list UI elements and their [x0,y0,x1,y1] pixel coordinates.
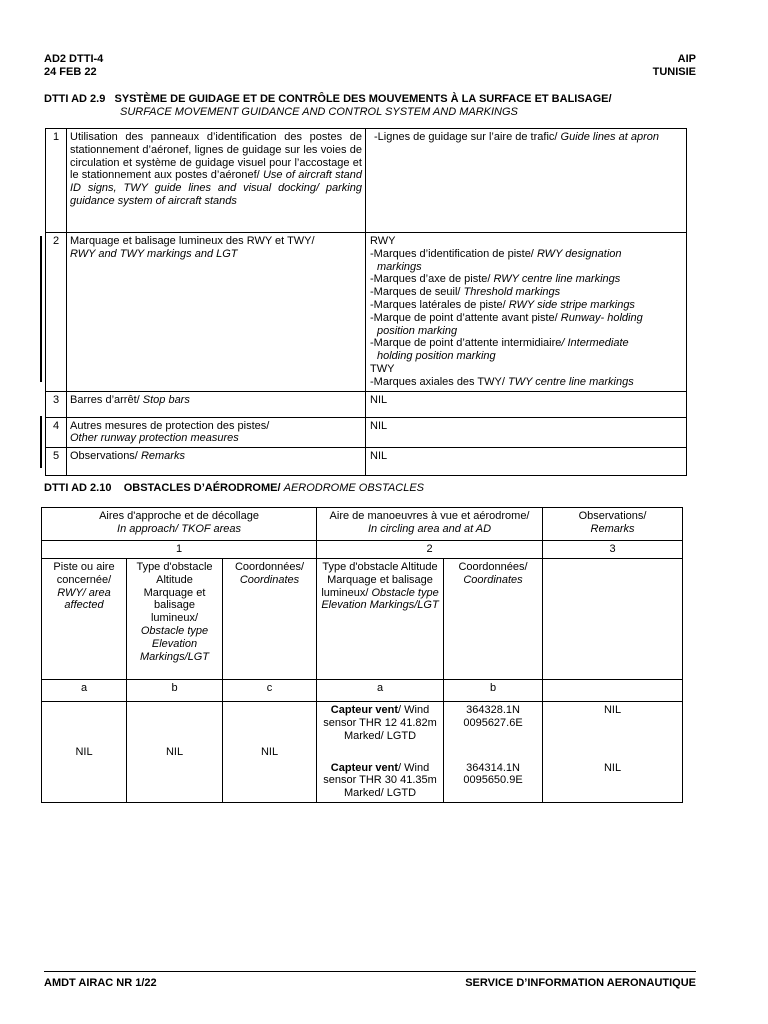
row-value: NIL [366,448,687,476]
change-bar [40,416,42,468]
marking-item [370,286,683,299]
subheader-en: Coordinates [463,573,523,586]
marking-fr: -Marque de point d’attente avant piste/ [370,311,558,324]
subheader-obstacle [127,559,223,680]
subheader-obstacle [317,559,444,680]
desc-en: Other runway protection measures [70,432,239,445]
desc-fr: Autres mesures de protection des pistes/ [70,419,270,432]
table-row [46,417,687,448]
obstacle-type-bold: Capteur vent [330,761,399,774]
latitude: 364328.1N [466,704,520,716]
row-value [366,129,687,233]
obstacle-2-coords [444,760,543,803]
row-description [67,417,366,448]
footer-divider [44,971,696,972]
section-210-code: DTTI AD 2.10 [44,482,112,494]
subheader-empty [543,559,683,680]
col-letter: b [444,680,543,702]
table-row [46,448,687,476]
marking-en-cont: holding position marking [377,350,496,363]
marking-en: Threshold markings [463,286,561,299]
value-fr: -Lignes de guidage sur l’aire de trafic/ [374,131,558,143]
marking-fr: -Marques d’identification de piste/ [370,247,534,260]
header-circling [317,508,543,541]
header-remarks [543,508,683,541]
smgcs-table [45,128,687,476]
desc-fr: Barres d’arrêt/ [70,393,140,406]
header-doc-block [44,53,103,79]
section-29-title-en: SURFACE MOVEMENT GUIDANCE AND CONTROL SYSTEM AND MARKINGS [120,106,518,118]
subheader-fr: Coordonnées/ [458,561,528,573]
obstacle-type-bold: Capteur vent [330,704,399,716]
row-description [67,129,366,233]
cell-nil: NIL [127,702,223,803]
cell-nil: NIL [42,702,127,803]
value-en: Guide lines at apron [560,131,659,143]
section-210-title-en: AERODROME OBSTACLES [283,482,424,494]
header-approach-fr: Aires d'approche et de décollage [99,510,259,522]
footer-amdt: AMDT AIRAC NR 1/22 [44,977,157,989]
row-number: 4 [46,417,67,448]
marking-en: RWY side stripe markings [508,298,635,311]
marking-fr: -Marque de point d’attente intermidiaire [370,337,562,350]
marking-en-cont: markings [377,260,422,273]
obstacle-2-remarks: NIL [543,760,683,803]
subheader-rwy [42,559,127,680]
marking-item [370,376,683,389]
rwy-label: RWY [370,235,396,247]
desc-fr: Marquage et balisage lumineux des RWY et TWY/ [70,235,315,247]
longitude: 0095650.9E [463,774,523,787]
col-number: 3 [543,541,683,559]
subheader-en: Coordinates [239,573,300,586]
row-number: 1 [46,129,67,233]
marking-item [370,299,683,312]
marking-item [370,248,683,261]
marking-fr: -Marques latérales de piste/ [370,298,506,311]
table-number-row [42,541,683,559]
marking-en: TWY centre line markings [507,375,634,388]
marking-item [370,337,683,350]
row-description [67,233,366,392]
header-approach-en: In approach/ TKOF areas [117,522,241,535]
header-circling-fr: Aire de manoeuvres à vue et aérodrome/ [329,510,530,522]
subheader-en: Obstacle type Elevation Markings/LGT [139,624,210,663]
subheader-coordinates [444,559,543,680]
col-letter: b [127,680,223,702]
row-value: NIL [366,417,687,448]
header-aip-block [653,53,696,79]
marking-en: RWY designation [536,247,622,260]
row-value: NIL [366,391,687,417]
subheader-coordinates [223,559,317,680]
subheader-fr: Piste ou aire concernée/ [53,561,115,586]
col-number: 1 [42,541,317,559]
desc-en: Use of aircraft stand ID signs, TWY guide lines and visual docking/ parking guidance system of aircraft stands [70,169,362,207]
col-letter: a [42,680,127,702]
desc-fr: Utilisation des panneaux d’identification des postes de stationnement d’aéronef, lignes de guidage sur les voies de circulation et système de guidage visuel pour l’accostage et le stationnement aux postes d’aéronef/ [70,131,362,182]
marking-en-cont: position marking [377,324,458,337]
table-row [42,702,683,760]
table-row [46,391,687,417]
subheader-en: RWY/ area affected [57,586,111,612]
row-number: 5 [46,448,67,476]
col-letter-empty [543,680,683,702]
subheader-en: Obstacle type Elevation Markings/LGT [321,586,439,612]
row-number: 3 [46,391,67,417]
doc-date: 24 FEB 22 [44,66,97,78]
obstacle-1-coords [444,702,543,760]
cell-nil: NIL [223,702,317,803]
col-letter: a [317,680,444,702]
table-header-row [42,508,683,541]
obstacle-details: / Wind sensor THR 30 41.35m Marked/ LGTD [323,761,437,800]
table-subheader-row [42,559,683,680]
table-row [46,129,687,233]
section-29-title-fr: SYSTÈME DE GUIDAGE ET DE CONTRÔLE DES MOUVEMENTS À LA SURFACE ET BALISAGE/ [114,93,612,105]
change-bar [40,236,42,382]
marking-item [370,273,683,286]
obstacle-details: / Wind sensor THR 12 41.82m Marked/ LGTD [323,704,437,742]
subheader-fr: Type d'obstacle Altitude Marquage et balisage lumineux/ [136,561,213,625]
twy-label: TWY [370,362,395,375]
section-29-title [44,93,612,106]
row-description [67,391,366,417]
table-letter-row [42,680,683,702]
section-210-title [44,482,424,495]
marking-fr: -Marques de seuil/ [370,286,461,299]
marking-item [370,312,683,325]
obstacle-2 [317,760,444,803]
aip-label: AIP [677,53,696,65]
marking-fr: -Marques d’axe de piste/ [370,273,491,286]
row-value [366,233,687,392]
marking-fr: -Marques axiales des TWY/ [370,375,505,388]
obstacle-1 [317,702,444,760]
desc-en: Remarks [140,450,185,463]
footer-service: SERVICE D’INFORMATION AERONAUTIQUE [465,977,696,989]
section-210-title-fr: OBSTACLES D’AÉRODROME/ [123,482,281,494]
marking-en: Runway- holding [560,311,643,324]
doc-id: AD2 DTTI-4 [44,53,104,65]
marking-en: / Intermediate [561,337,629,350]
header-approach [42,508,317,541]
desc-fr: Observations/ [70,450,138,463]
country-label: TUNISIE [652,66,696,78]
section-29-code: DTTI AD 2.9 [44,93,106,105]
col-number: 2 [317,541,543,559]
header-circling-en: In circling area and at AD [367,522,492,535]
row-number: 2 [46,233,67,392]
obstacles-table [41,507,683,803]
header-remarks-fr: Observations/ [578,510,647,522]
longitude: 0095627.6E [463,716,523,729]
col-letter: c [223,680,317,702]
row-description [67,448,366,476]
desc-en: Stop bars [142,393,190,406]
header-remarks-en: Remarks [590,522,635,535]
subheader-fr: Type d'obstacle Altitude Marquage et balisage lumineux/ [321,561,438,599]
desc-en: RWY and TWY markings and LGT [70,247,238,260]
table-row [46,233,687,392]
latitude: 364314.1N [466,761,520,774]
marking-en: RWY centre line markings [493,273,621,286]
subheader-fr: Coordonnées/ [234,561,305,573]
obstacle-1-remarks: NIL [543,702,683,760]
